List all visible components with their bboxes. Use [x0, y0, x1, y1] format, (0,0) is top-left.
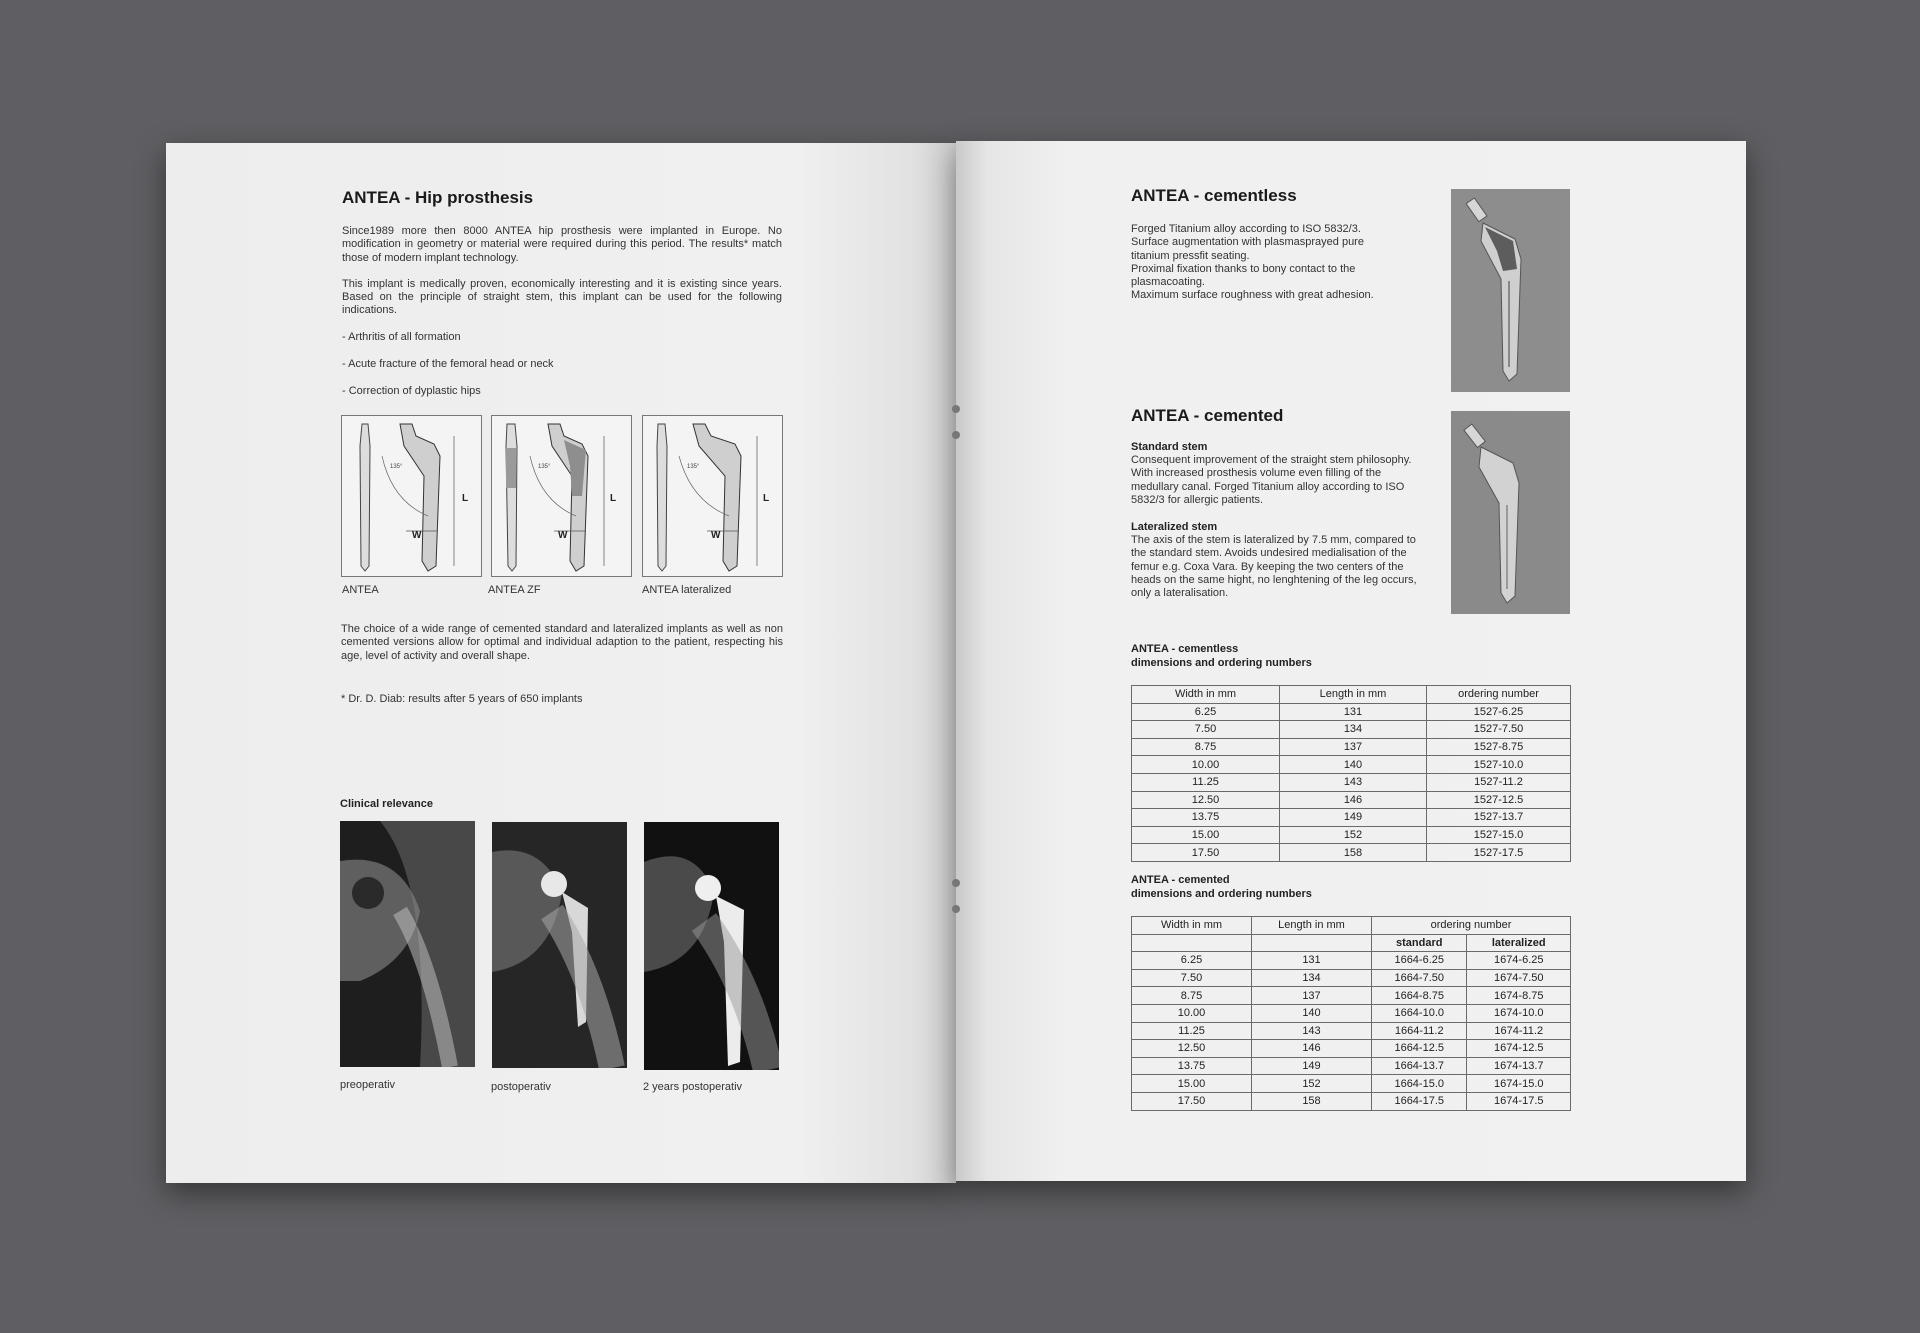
table-cell: 140	[1280, 756, 1427, 774]
column-header: Length in mm	[1252, 917, 1372, 935]
table-cell: 13.75	[1132, 1057, 1252, 1075]
table-cell: 15.00	[1132, 1075, 1252, 1093]
diagram-caption: ANTEA	[342, 584, 379, 596]
cementless-text-line: Forged Titanium alloy according to ISO 5832/3.	[1131, 223, 1361, 235]
table2-subtitle: dimensions and ordering numbers	[1131, 888, 1312, 900]
table-cell: 17.50	[1132, 1092, 1252, 1110]
lateralized-stem-heading: Lateralized stem	[1131, 521, 1218, 533]
table-cell: 7.50	[1132, 969, 1252, 987]
table-header-row	[1132, 917, 1571, 935]
cemented-title: ANTEA - cemented	[1131, 406, 1284, 425]
standard-stem-heading: Standard stem	[1131, 441, 1208, 453]
table-cell: 140	[1252, 1004, 1372, 1022]
table-cell: 149	[1280, 809, 1427, 827]
table-cell: 8.75	[1132, 738, 1280, 756]
angle-label: 135°	[687, 464, 700, 470]
table-cell: 1664-11.2	[1372, 1022, 1467, 1040]
table-cell: 1674-12.5	[1467, 1040, 1571, 1058]
table-cell: 146	[1252, 1040, 1372, 1058]
table-row	[1132, 1022, 1571, 1040]
table-cell: 1527-10.0	[1427, 756, 1571, 774]
xray-drawing	[340, 821, 475, 1067]
column-subheader-empty	[1252, 934, 1372, 952]
width-label: W	[711, 530, 721, 541]
brochure-spread	[166, 139, 1746, 1183]
table-cell: 1527-11.2	[1427, 773, 1571, 791]
table-cell: 1674-15.0	[1467, 1075, 1571, 1093]
cementless-text-line: Surface augmentation with plasmasprayed pure	[1131, 236, 1364, 249]
table1-subtitle: dimensions and ordering numbers	[1131, 657, 1312, 669]
table-cell: 134	[1280, 721, 1427, 739]
table-row	[1132, 703, 1571, 721]
stem-photo-drawing	[1451, 189, 1570, 392]
stem-drawing	[342, 416, 481, 576]
table-row	[1132, 987, 1571, 1005]
table-cell: 7.50	[1132, 721, 1280, 739]
cementless-stem-photo	[1451, 189, 1570, 392]
footnote: * Dr. D. Diab: results after 5 years of 650 implants	[341, 693, 583, 705]
cemented-dimensions-table	[1131, 916, 1571, 1111]
table-cell: 1664-13.7	[1372, 1057, 1467, 1075]
table-cell: 1664-17.5	[1372, 1092, 1467, 1110]
column-subheader-empty	[1132, 934, 1252, 952]
table-cell: 1527-15.0	[1427, 826, 1571, 844]
stem-drawing	[643, 416, 782, 576]
table-cell: 158	[1280, 844, 1427, 862]
binding-staple	[952, 905, 960, 913]
table-cell: 1527-17.5	[1427, 844, 1571, 862]
xray-image-postoperative	[492, 822, 627, 1068]
table-cell: 143	[1252, 1022, 1372, 1040]
width-label: W	[558, 530, 568, 541]
table-row	[1132, 809, 1571, 827]
table-cell: 15.00	[1132, 826, 1280, 844]
column-subheader: lateralized	[1467, 934, 1571, 952]
column-header: Length in mm	[1280, 686, 1427, 704]
table-row	[1132, 721, 1571, 739]
binding-staple	[952, 879, 960, 887]
lateralized-stem-text: The axis of the stem is lateralized by 7.5 mm, compared to the standard stem. Avoids undesired medialisation of the femur e.g. Coxa Vara. By keeping the two centers of the heads on the same hight, no lenghtening of the leg occurs, only a lateralisation.	[1131, 534, 1417, 600]
table-cell: 158	[1252, 1092, 1372, 1110]
choice-text: The choice of a wide range of cemented standard and lateralized implants as well as non cemented versions allow for optimal and individual adaption to the patient, respecting his age, level of activity and overall shape.	[341, 623, 783, 662]
cementless-title: ANTEA - cementless	[1131, 186, 1297, 205]
xray-drawing	[644, 822, 779, 1070]
table-cell: 143	[1280, 773, 1427, 791]
page-title: ANTEA - Hip prosthesis	[342, 188, 534, 207]
indication-item: - Acute fracture of the femoral head or neck	[342, 358, 554, 370]
width-label: W	[412, 530, 422, 541]
table-cell: 6.25	[1132, 952, 1252, 970]
table-cell: 137	[1280, 738, 1427, 756]
table-cell: 1674-8.75	[1467, 987, 1571, 1005]
table-cell: 6.25	[1132, 703, 1280, 721]
table-row	[1132, 1057, 1571, 1075]
table-cell: 149	[1252, 1057, 1372, 1075]
diagram-caption: ANTEA ZF	[488, 584, 541, 596]
intro-paragraph-2: This implant is medically proven, economically interesting and it is existing since years. Based on the principle of straight stem, this implant can be used for the following indications.	[342, 277, 782, 317]
intro-paragraph-1: Since1989 more then 8000 ANTEA hip prosthesis were implanted in Europe. No modification in geometry or material were required during this period. The results* match those of modern implant technology.	[342, 225, 782, 264]
angle-label: 135°	[538, 464, 551, 470]
table-row	[1132, 826, 1571, 844]
table-cell: 10.00	[1132, 756, 1280, 774]
table1-title: ANTEA - cementless	[1131, 643, 1239, 655]
intro-text	[342, 225, 782, 331]
column-header: Width in mm	[1132, 686, 1280, 704]
cementless-dimensions-table	[1131, 685, 1571, 862]
xray-caption: postoperativ	[491, 1081, 551, 1093]
table-cell: 1674-11.2	[1467, 1022, 1571, 1040]
table-row	[1132, 1040, 1571, 1058]
table-cell: 137	[1252, 987, 1372, 1005]
binding-staple	[952, 431, 960, 439]
table-cell: 1674-7.50	[1467, 969, 1571, 987]
table-cell: 1664-12.5	[1372, 1040, 1467, 1058]
table-cell: 1527-6.25	[1427, 703, 1571, 721]
stem-photo-drawing	[1451, 411, 1570, 614]
antea-stem-diagram	[341, 415, 482, 577]
left-page	[166, 143, 956, 1183]
table-row	[1132, 773, 1571, 791]
table-header-row	[1132, 686, 1571, 704]
table-cell: 1527-13.7	[1427, 809, 1571, 827]
clinical-relevance-heading: Clinical relevance	[340, 798, 433, 810]
standard-stem-text: Consequent improvement of the straight stem philosophy. With increased prosthesis volume even filling of the medullary canal. Forged Titanium alloy according to ISO 5832/3 for allergic patients.	[1131, 454, 1412, 506]
table-cell: 10.00	[1132, 1004, 1252, 1022]
stem-drawing	[492, 416, 631, 576]
table-row	[1132, 756, 1571, 774]
xray-caption: 2 years postoperativ	[643, 1081, 743, 1093]
table-cell: 1664-8.75	[1372, 987, 1467, 1005]
table-cell: 1674-13.7	[1467, 1057, 1571, 1075]
cementless-text-line: plasmacoating.	[1131, 276, 1205, 289]
indication-item: - Correction of dyplastic hips	[342, 385, 481, 397]
table-cell: 1527-7.50	[1427, 721, 1571, 739]
table-cell: 12.50	[1132, 791, 1280, 809]
column-subheader: standard	[1372, 934, 1467, 952]
table-row	[1132, 969, 1571, 987]
table-cell: 131	[1252, 952, 1372, 970]
table-cell: 1674-6.25	[1467, 952, 1571, 970]
table-row	[1132, 844, 1571, 862]
column-header: ordering number	[1427, 686, 1571, 704]
cementless-text-line: Maximum surface roughness with great adhesion.	[1131, 289, 1374, 302]
table-cell: 146	[1280, 791, 1427, 809]
xray-drawing	[492, 822, 627, 1068]
table-row	[1132, 952, 1571, 970]
table-cell: 11.25	[1132, 1022, 1252, 1040]
xray-image-preoperative	[340, 821, 475, 1067]
cementless-text-line: titanium pressfit seating.	[1131, 249, 1250, 262]
table-cell: 1527-8.75	[1427, 738, 1571, 756]
diagram-caption: ANTEA lateralized	[642, 584, 732, 596]
table-row	[1132, 1092, 1571, 1110]
table-cell: 12.50	[1132, 1040, 1252, 1058]
column-header: ordering number	[1372, 917, 1571, 935]
antea-zf-stem-diagram	[491, 415, 632, 577]
table-row	[1132, 791, 1571, 809]
table-cell: 1674-10.0	[1467, 1004, 1571, 1022]
table-cell: 1664-15.0	[1372, 1075, 1467, 1093]
table-cell: 1674-17.5	[1467, 1092, 1571, 1110]
table-cell: 8.75	[1132, 987, 1252, 1005]
antea-lateralized-stem-diagram	[642, 415, 783, 577]
table-cell: 1664-10.0	[1372, 1004, 1467, 1022]
xray-caption: preoperativ	[340, 1079, 396, 1091]
table-row	[1132, 738, 1571, 756]
cemented-stem-photo	[1451, 411, 1570, 614]
angle-label: 135°	[390, 464, 403, 470]
table-row	[1132, 1004, 1571, 1022]
right-page	[956, 141, 1746, 1181]
table-cell: 11.25	[1132, 773, 1280, 791]
table-cell: 152	[1280, 826, 1427, 844]
table-cell: 13.75	[1132, 809, 1280, 827]
length-label: L	[610, 493, 617, 504]
xray-image-2-years-postoperative	[644, 822, 779, 1070]
table-cell: 131	[1280, 703, 1427, 721]
table-row	[1132, 1075, 1571, 1093]
length-label: L	[763, 493, 770, 504]
table-cell: 1664-6.25	[1372, 952, 1467, 970]
table-cell: 1527-12.5	[1427, 791, 1571, 809]
table-cell: 134	[1252, 969, 1372, 987]
table-cell: 1664-7.50	[1372, 969, 1467, 987]
binding-staple	[952, 405, 960, 413]
length-label: L	[462, 493, 469, 504]
table-subheader-row	[1132, 934, 1571, 952]
cementless-text-line: Proximal fixation thanks to bony contact to the	[1131, 262, 1356, 275]
column-header: Width in mm	[1132, 917, 1252, 935]
table-cell: 17.50	[1132, 844, 1280, 862]
cementless-text	[1131, 223, 1411, 303]
table2-title: ANTEA - cemented	[1131, 874, 1230, 886]
indication-item: - Arthritis of all formation	[342, 331, 461, 343]
table-cell: 152	[1252, 1075, 1372, 1093]
